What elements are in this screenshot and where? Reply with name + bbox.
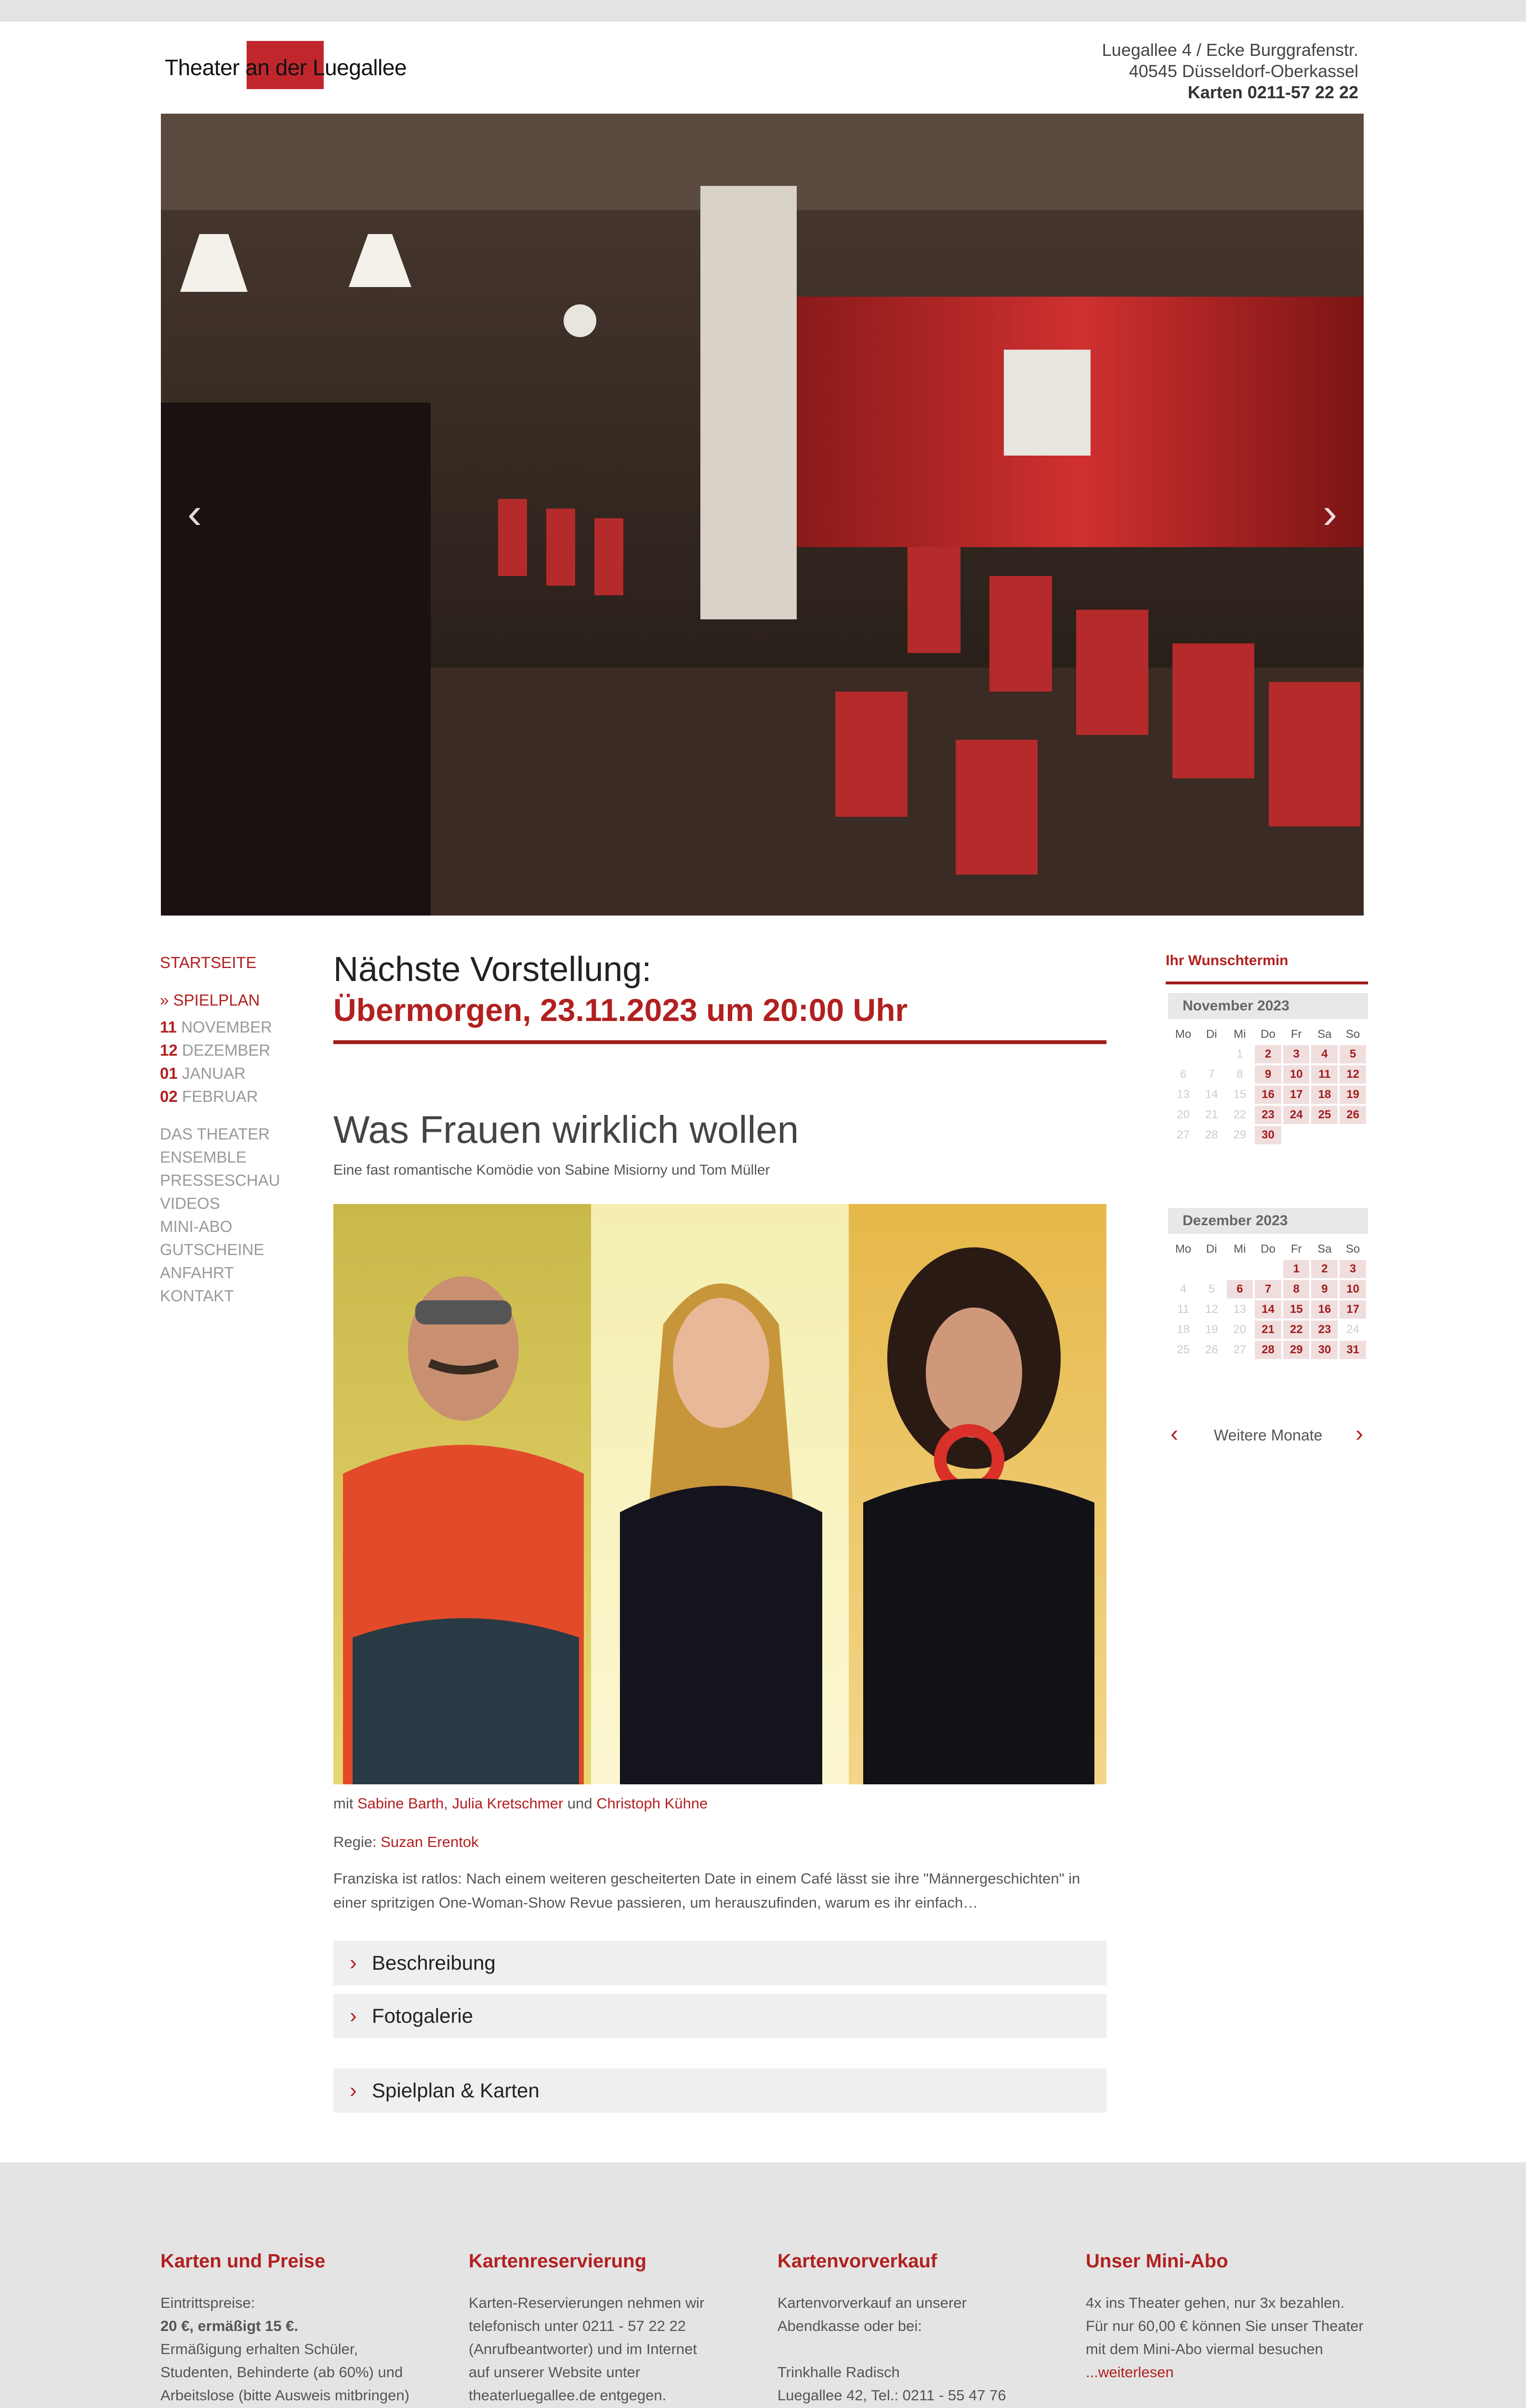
footer-col-reservation: Kartenreservierung Karten-Reservierungen nehmen wir telefonisch unter 0211 - 57 22 22 (Anrufbeantworter) und im Internet auf unserer Website unter theaterluegallee.de entgegen. xyxy=(469,2249,719,2408)
calendar-day: 15 xyxy=(1233,1088,1247,1101)
footer-heading: Unser Mini-Abo xyxy=(1086,2251,1228,2272)
calendar-grid xyxy=(1168,1024,1368,1146)
calendar-day[interactable]: 10 xyxy=(1283,1065,1310,1084)
photo-actress-2 xyxy=(849,1204,1106,1784)
calendar-day[interactable]: 25 xyxy=(1311,1106,1338,1124)
cast-link-sabine-barth[interactable]: Sabine Barth xyxy=(357,1795,444,1812)
next-show-date[interactable]: Übermorgen, 23.11.2023 um 20:00 Uhr xyxy=(333,992,908,1028)
nav-kontakt[interactable]: KONTAKT xyxy=(160,1287,234,1305)
footer-col-mini-abo: Unser Mini-Abo 4x ins Theater gehen, nur 3x bezahlen. Für nur 60,00 € können Sie unser Theater mit dem Mini-Abo viermal besuchen ...weiterlesen xyxy=(1086,2249,1365,2408)
accordion-spielplan-karten[interactable]: › Spielplan & Karten xyxy=(333,2068,1106,2113)
calendar-day[interactable]: 29 xyxy=(1283,1341,1310,1359)
photo-actress-1 xyxy=(591,1204,849,1784)
calendar-empty xyxy=(1283,1126,1310,1144)
more-months-label[interactable]: Weitere Monate xyxy=(1214,1426,1323,1444)
calendar-grid xyxy=(1168,1239,1368,1361)
calendar-day: 4 xyxy=(1180,1283,1187,1296)
calendar-day: 11 xyxy=(1177,1303,1189,1316)
calendar-day: 22 xyxy=(1233,1108,1247,1121)
calendar-empty xyxy=(1170,1045,1197,1063)
show-photo xyxy=(333,1204,1106,1784)
address-line-1: Luegallee 4 / Ecke Burggrafenstr. xyxy=(1102,40,1358,60)
accordion-beschreibung[interactable]: › Beschreibung xyxy=(333,1941,1106,1985)
header-address xyxy=(1102,39,1358,103)
nav-das-theater[interactable]: DAS THEATER xyxy=(160,1125,270,1143)
calendar-december xyxy=(1168,1208,1368,1361)
next-show-label: Nächste Vorstellung: xyxy=(333,950,652,989)
calendar-day[interactable]: 5 xyxy=(1340,1045,1366,1063)
weekday-label: So xyxy=(1345,1028,1360,1041)
next-show-block xyxy=(333,949,1106,1044)
calendar-day[interactable]: 3 xyxy=(1340,1260,1366,1278)
calendar-day: 8 xyxy=(1237,1068,1243,1081)
logo[interactable] xyxy=(165,41,406,89)
footer-heading: Kartenreservierung xyxy=(469,2251,647,2272)
nav-mini-abo[interactable]: MINI-ABO xyxy=(160,1217,233,1235)
nav-startseite[interactable]: STARTSEITE xyxy=(160,954,257,971)
calendar-day: 18 xyxy=(1177,1323,1190,1336)
mini-abo-more-link[interactable]: ...weiterlesen xyxy=(1086,2364,1174,2381)
left-navigation xyxy=(160,951,304,1308)
logo-text: Theater an der Luegallee xyxy=(165,55,407,80)
nav-month-february[interactable]: 02 FEBRUAR xyxy=(160,1087,258,1105)
calendar-empty xyxy=(1311,1126,1338,1144)
divider xyxy=(333,1040,1106,1044)
weekday-label: Di xyxy=(1206,1243,1217,1256)
calendar-day[interactable]: 23 xyxy=(1311,1321,1338,1339)
calendar-day[interactable]: 6 xyxy=(1227,1280,1253,1298)
weekday-label: Mo xyxy=(1175,1243,1192,1256)
calendar-day[interactable]: 16 xyxy=(1311,1300,1338,1319)
weekday-label: Fr xyxy=(1290,1243,1302,1256)
nav-ensemble[interactable]: ENSEMBLE xyxy=(160,1148,247,1166)
weekday-label: Mo xyxy=(1175,1028,1192,1041)
director-line: Regie: Suzan Erentok xyxy=(333,1833,479,1850)
show-teaser: Franziska ist ratlos: Nach einem weiteren gescheiterten Date in einem Café lässt sie ihre "Männergeschichten" in einer spritzigen One-Woman-Show Revue passieren, um herauszufinden, warum es ihr einfach… xyxy=(333,1870,1080,1911)
calendar-day[interactable]: 4 xyxy=(1311,1045,1338,1063)
calendar-day[interactable]: 1 xyxy=(1283,1260,1310,1278)
calendar-day[interactable]: 30 xyxy=(1255,1126,1281,1144)
calendar-day[interactable]: 14 xyxy=(1255,1300,1281,1319)
calendar-day[interactable]: 22 xyxy=(1283,1321,1310,1339)
weekday-label: Mi xyxy=(1234,1028,1246,1041)
calendar-day[interactable]: 12 xyxy=(1340,1065,1366,1084)
calendar-day[interactable]: 2 xyxy=(1311,1260,1338,1278)
calendar-day: 20 xyxy=(1177,1108,1190,1121)
calendar-day: 27 xyxy=(1177,1128,1190,1141)
cast-line: mit Sabine Barth, Julia Kretschmer und Christoph Kühne xyxy=(333,1795,708,1812)
calendar-day[interactable]: 17 xyxy=(1283,1086,1310,1104)
calendar-navigation xyxy=(1166,1422,1368,1451)
calendar-prev-button[interactable]: ‹ xyxy=(1171,1421,1178,1447)
calendar-day[interactable]: 31 xyxy=(1340,1341,1366,1359)
calendar-day[interactable]: 11 xyxy=(1311,1065,1338,1084)
calendar-empty xyxy=(1227,1260,1253,1278)
calendar-day: 24 xyxy=(1346,1323,1359,1336)
calendar-day[interactable]: 19 xyxy=(1340,1086,1366,1104)
calendar-day: 21 xyxy=(1205,1108,1218,1121)
weekday-label: Sa xyxy=(1317,1028,1332,1041)
calendar-day[interactable]: 23 xyxy=(1255,1106,1281,1124)
weekday-label: Sa xyxy=(1317,1243,1332,1256)
calendar-next-button[interactable]: › xyxy=(1355,1421,1363,1447)
hero-slider xyxy=(161,114,1364,916)
tickets-label: Karten xyxy=(1187,82,1243,102)
calendar-day[interactable]: 15 xyxy=(1283,1300,1310,1319)
weekday-label: Do xyxy=(1261,1028,1276,1041)
calendar-empty xyxy=(1255,1260,1281,1278)
weekday-label: Fr xyxy=(1290,1028,1302,1041)
calendar-empty xyxy=(1198,1045,1225,1063)
calendar-day: 13 xyxy=(1177,1088,1190,1101)
calendar-day[interactable]: 24 xyxy=(1283,1106,1310,1124)
cast-link-julia-kretschmer[interactable]: Julia Kretschmer xyxy=(452,1795,564,1812)
footer-col-prices: Karten und Preise Eintrittspreise: 20 €, ermäßigt 15 €. Ermäßigung erhalten Schüler, Studenten, Behinderte (ab 60%) und Arbeitslose (bitte Ausweis mitbringen) xyxy=(160,2249,421,2408)
calendar-day: 13 xyxy=(1233,1303,1247,1316)
nav-anfahrt[interactable]: ANFAHRT xyxy=(160,1264,234,1282)
calendar-day[interactable]: 9 xyxy=(1311,1280,1338,1298)
calendar-day[interactable]: 30 xyxy=(1311,1341,1338,1359)
tickets-phone[interactable]: 0211-57 22 22 xyxy=(1247,82,1358,102)
hero-next-button[interactable]: › xyxy=(1323,489,1337,537)
weekday-label: Mi xyxy=(1234,1243,1246,1256)
nav-gutscheine[interactable]: GUTSCHEINE xyxy=(160,1241,264,1258)
calendar-divider xyxy=(1166,982,1368,984)
nav-month-december[interactable]: 12 DEZEMBER xyxy=(160,1041,271,1059)
chevron-right-icon: › xyxy=(350,2079,357,2102)
weekday-label: Do xyxy=(1261,1243,1276,1256)
calendar-day: 12 xyxy=(1205,1303,1218,1316)
calendar-day[interactable]: 10 xyxy=(1340,1280,1366,1298)
calendar-day: 29 xyxy=(1233,1128,1247,1141)
calendar-day[interactable]: 28 xyxy=(1255,1341,1281,1359)
chevron-right-icon: › xyxy=(350,2004,357,2028)
calendar-day[interactable]: 8 xyxy=(1283,1280,1310,1298)
calendar-day: 14 xyxy=(1205,1088,1218,1101)
calendar-day[interactable]: 7 xyxy=(1255,1280,1281,1298)
accordion-fotogalerie[interactable]: › Fotogalerie xyxy=(333,1994,1106,2038)
footer-col-presale: Kartenvorverkauf Kartenvorverkauf an unserer Abendkasse oder bei: Trinkhalle Radisch Luegallee 42, Tel.: 0211 - 55 47 76 xyxy=(777,2249,1009,2408)
calendar-day[interactable]: 16 xyxy=(1255,1086,1281,1104)
show-title: Was Frauen wirklich wollen xyxy=(333,1108,799,1151)
calendar-day[interactable]: 2 xyxy=(1255,1045,1281,1063)
calendar-day: 26 xyxy=(1205,1343,1218,1356)
calendar-day[interactable]: 17 xyxy=(1340,1300,1366,1319)
photo-actor xyxy=(333,1204,591,1784)
calendar-empty xyxy=(1198,1260,1225,1278)
footer-heading: Karten und Preise xyxy=(160,2251,326,2272)
calendar-empty xyxy=(1170,1260,1197,1278)
calendar-day[interactable]: 18 xyxy=(1311,1086,1338,1104)
calendar-day: 20 xyxy=(1233,1323,1247,1336)
footer-heading: Kartenvorverkauf xyxy=(777,2251,937,2272)
top-strip xyxy=(0,0,1526,22)
calendar-november xyxy=(1168,993,1368,1146)
calendar-day: 25 xyxy=(1177,1343,1190,1356)
hero-image xyxy=(161,114,1364,916)
calendar-day: 6 xyxy=(1180,1068,1187,1081)
calendar-month-title: November 2023 xyxy=(1168,993,1368,1019)
weekday-label: So xyxy=(1345,1243,1360,1256)
address-line-2: 40545 Düsseldorf-Oberkassel xyxy=(1129,61,1358,81)
calendar-day: 19 xyxy=(1205,1323,1218,1336)
calendar-day: 28 xyxy=(1205,1128,1218,1141)
hero-prev-button[interactable]: ‹ xyxy=(187,489,202,537)
calendar-title: Ihr Wunschtermin xyxy=(1166,953,1289,968)
weekday-label: Di xyxy=(1206,1028,1217,1041)
calendar-day[interactable]: 21 xyxy=(1255,1321,1281,1339)
calendar-day[interactable]: 26 xyxy=(1340,1106,1366,1124)
cast-link-christoph-kuehne[interactable]: Christoph Kühne xyxy=(596,1795,708,1812)
nav-month-january[interactable]: 01 JANUAR xyxy=(160,1064,246,1082)
nav-videos[interactable]: VIDEOS xyxy=(160,1194,220,1212)
calendar-empty xyxy=(1340,1126,1366,1144)
calendar-day[interactable]: 3 xyxy=(1283,1045,1310,1063)
calendar-day: 5 xyxy=(1208,1283,1215,1296)
nav-presseschau[interactable]: PRESSESCHAU xyxy=(160,1171,280,1189)
show-subtitle: Eine fast romantische Komödie von Sabine Misiorny und Tom Müller xyxy=(333,1162,770,1178)
calendar-day: 27 xyxy=(1233,1343,1247,1356)
nav-spielplan[interactable]: » SPIELPLAN xyxy=(160,991,260,1009)
chevron-right-icon: › xyxy=(350,1951,357,1975)
nav-month-november[interactable]: 11 NOVEMBER xyxy=(160,1018,272,1036)
director-link[interactable]: Suzan Erentok xyxy=(381,1833,479,1850)
calendar-month-title: Dezember 2023 xyxy=(1168,1208,1368,1234)
calendar-day[interactable]: 9 xyxy=(1255,1065,1281,1084)
calendar-day: 7 xyxy=(1208,1068,1215,1081)
calendar-day: 1 xyxy=(1237,1047,1243,1060)
